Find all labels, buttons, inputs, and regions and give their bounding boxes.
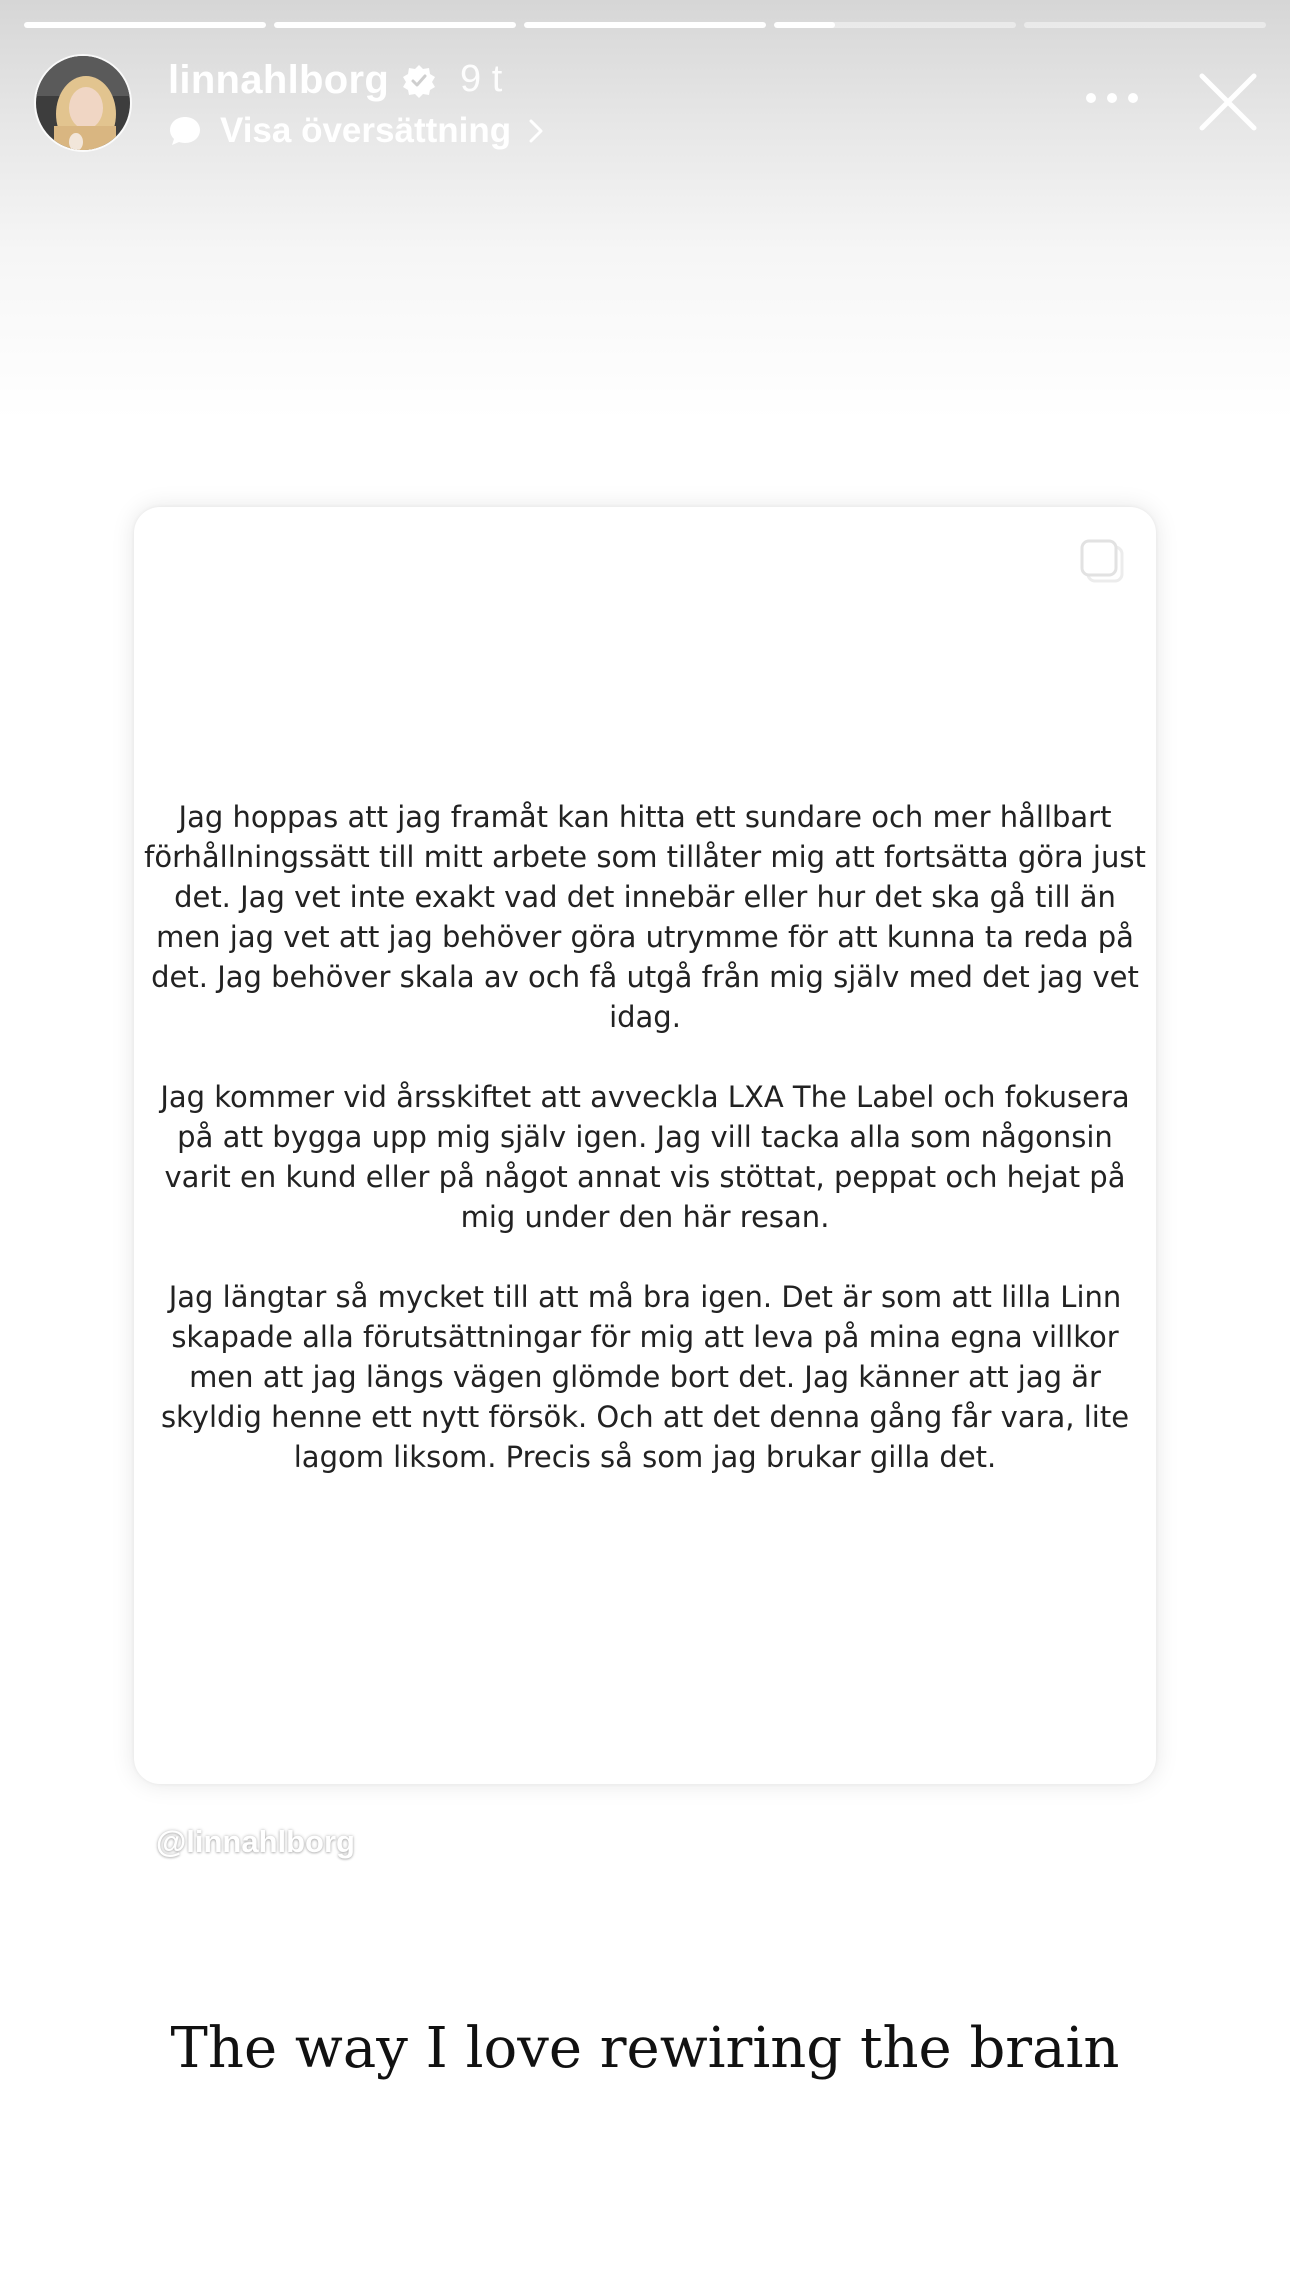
story-progress-bar [24,22,1266,28]
translate-label: Visa översättning [220,111,512,150]
avatar[interactable] [34,54,132,152]
more-dots-icon[interactable] [1082,86,1142,110]
translate-link[interactable] [168,108,547,154]
post-time: 9 t [460,58,503,100]
post-paragraph: Jag hoppas att jag framåt kan hitta ett sundare och mer hållbart förhållningssätt till mitt arbete som tillåter mig att fortsätta göra just det. Jag vet inte exakt vad det innebär eller hur det ska gå till än men jag vet att jag behöver göra utrymme för att kunna ta reda på det. Jag behöver skala av och få utgå från mig själv med det jag vet idag. [144,800,1146,1034]
story-caption: The way I love rewiring the brain [170,2016,1120,2081]
progress-segment [524,22,766,28]
story-header [0,50,1290,160]
verified-badge-icon [402,64,436,98]
progress-segment [24,22,266,28]
progress-segment [774,22,1016,28]
progress-segment [1024,22,1266,28]
shared-post-card[interactable] [134,507,1156,1784]
multiple-posts-icon [1078,537,1128,587]
speech-bubble-icon [168,114,202,148]
post-text [142,797,1148,1517]
close-icon[interactable] [1196,70,1260,134]
post-paragraph: Jag längtar så mycket till att må bra igen. Det är som att lilla Linn skapade alla förutsättningar för mig att leva på mina egna villkor men att jag längs vägen glömde bort det. Jag känner att jag är skyldig henne ett nytt försök. Och att det denna gång får vara, lite lagom liksom. Precis så som jag brukar gilla det. [160,1280,1130,1474]
username[interactable]: linnahlborg [168,58,390,102]
progress-segment [274,22,516,28]
attribution-tag[interactable]: @linnahlborg [156,1824,355,1859]
chevron-right-icon [525,118,547,144]
post-paragraph: Jag kommer vid årsskiftet att avveckla LXA The Label och fokusera på att bygga upp mig själv igen. Jag vill tacka alla som någonsin varit en kund eller på något annat vis stöttat, peppat och hejat på mig under den här resan. [160,1080,1130,1234]
